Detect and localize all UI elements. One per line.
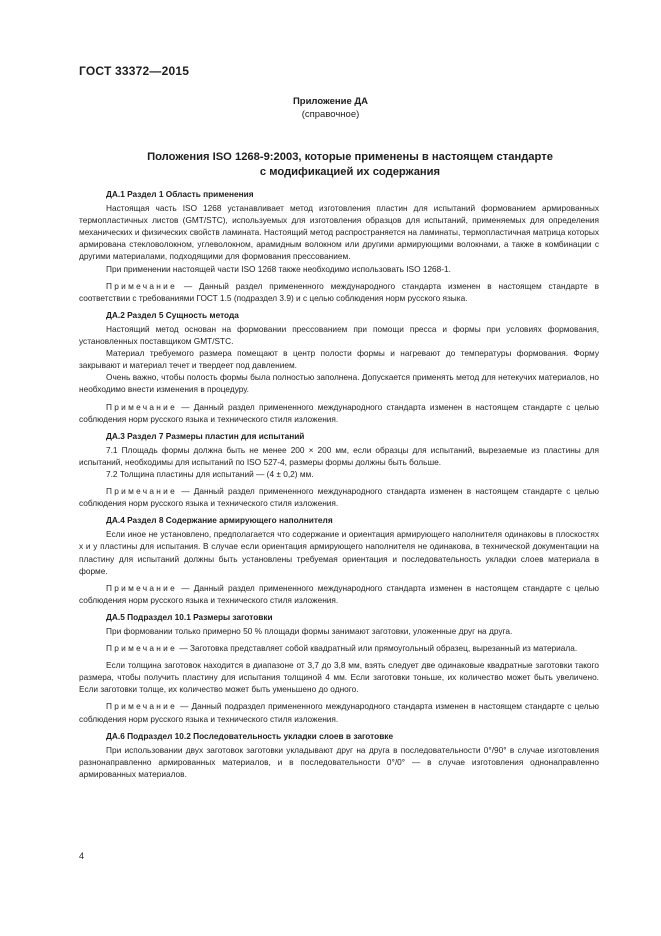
section-heading: ДА.4 Раздел 8 Содержание армирующего наполнителя <box>106 515 333 526</box>
paragraph: Очень важно, чтобы полость формы была полностью заполнена. Допускается применять метод для нетекучих материалов, но необходимо внести изменения в процедуру. <box>79 372 599 395</box>
appendix-title <box>100 150 600 180</box>
note-text: — Данный раздел примененного международного стандарта изменен в настоящем стандарте с целью соблюдения норм русского языка и технического стиля изложения. <box>79 401 599 424</box>
section-heading: ДА.6 Подраздел 10.2 Последовательность укладки слоев в заготовке <box>106 730 394 741</box>
section-heading: ДА.5 Подраздел 10.1 Размеры заготовки <box>106 611 273 622</box>
note <box>79 401 599 425</box>
note <box>79 582 599 606</box>
note-lead: Примечание <box>106 401 178 412</box>
note-text: — Данный раздел примененного международного стандарта изменен в настоящем стандарте в соответствии с требованиями ГОСТ 1.5 (подраздел 3.9) и с целью соблюдения норм русского языка. <box>79 280 599 303</box>
note-lead: Примечание <box>106 486 178 497</box>
document-header: ГОСТ 33372—2015 <box>79 64 190 78</box>
note <box>79 280 599 304</box>
appendix-block <box>0 95 661 121</box>
note-lead: Примечание <box>106 701 178 712</box>
note-lead: Примечание <box>106 582 178 593</box>
paragraph: 7.1 Площадь формы должна быть не менее 200 × 200 мм, если образцы для испытаний, вырезаемые из пластины для испытаний, необходимы для испытаний по ISO 527-4, размеры формы должны быть больше. <box>79 444 599 467</box>
paragraph: При формовании только примерно 50 % площади формы занимают заготовки, уложенные друг на друга. <box>106 626 513 636</box>
paragraph: При применении настоящей части ISO 1268 также необходимо использовать ISO 1268-1. <box>106 263 451 274</box>
note-text: — Данный раздел примененного международного стандарта изменен в настоящем стандарте с целью соблюдения норм русского языка и технического стиля изложения. <box>79 582 599 605</box>
note-lead: Примечание <box>106 643 178 654</box>
paragraph: 7.2 Толщина пластины для испытаний — (4 ± 0,2) мм. <box>106 468 314 479</box>
note-lead: Примечание <box>106 280 178 291</box>
appendix-body <box>79 187 599 780</box>
note-text: — Данный раздел примененного международного стандарта изменен в настоящем стандарте с целью соблюдения норм русского языка и технического стиля изложения. <box>79 486 599 509</box>
section-heading: ДА.2 Раздел 5 Сущность метода <box>106 309 239 320</box>
note <box>79 485 599 509</box>
paragraph: Материал требуемого размера помещают в центр полости формы и нагревают до температуры формования. Форму закрывают и материал течет и твердеет под давлением. <box>79 348 599 371</box>
paragraph: Если иное не установлено, предполагается что содержание и ориентация армирующего наполнителя одинаковы в плоскостях x и y пластины для испытания. В случае если ориентация армирующего наполнителя не одинакова, в технической документации на пластину для испытаний должны быть установлены требуемая ориентация и последовательность укладки слоев материала в форме. <box>79 529 599 576</box>
section-heading: ДА.3 Раздел 7 Размеры пластин для испытаний <box>106 430 305 441</box>
note <box>79 642 599 654</box>
note-text: — Данный подраздел примененного международного стандарта изменен в настоящем стандарте с целью соблюдения норм русского языка и технического стиля изложения. <box>79 701 599 724</box>
appendix-label: Приложение ДА <box>292 96 369 107</box>
paragraph: При использовании двух заготовок заготовки укладывают друг на друга в последовательности 0°/90° в случае изготовления разнонаправленно армированных материалов, и в последовательности 0°/0° — в случае изготовления однонаправленно армированных материалов. <box>79 744 599 779</box>
section-heading: ДА.1 Раздел 1 Область применения <box>106 189 254 199</box>
title-line-1: Положения ISO 1268-9:2003, которые применены в настоящем стандарте <box>147 151 553 163</box>
paragraph: Если толщина заготовок находится в диапазоне от 3,7 до 3,8 мм, взять следует две одинаковые квадратные заготовки такого размера, чтобы получить пластину для испытания толщиной 4 мм. Если заготовки тоньше, их количество может быть увеличено. Если заготовки толще, их количество может быть уменьшено до одного. <box>79 660 599 695</box>
title-line-2: с модификацией их содержания <box>259 166 441 178</box>
appendix-kind: (справочное) <box>301 109 360 120</box>
paragraph: Настоящий метод основан на формовании прессованием при помощи пресса и формы при условиях формования, установленных поставщиком GMT/STC. <box>79 323 599 347</box>
note-text: — Заготовка представляет собой квадратный или прямоугольный образец, вырезанный из материала. <box>177 643 578 654</box>
paragraph: Настоящая часть ISO 1268 устанавливает метод изготовления пластин для испытаний формованием армированных термопластичных листов (GMT/STC), используемых для изготовления образцов для испытаний, применяемых для определения механических и физических свойств ламината. Настоящий метод распространяется на ламинаты, термопластичная матрица которых армирована стекловолокном, углеволокном, арамидным волокном или другими армирующими волокнами, а также в комбинации с другими материалами, подходящими для формования прессованием. <box>79 203 599 262</box>
note <box>79 700 599 724</box>
page-number: 4 <box>79 851 85 861</box>
